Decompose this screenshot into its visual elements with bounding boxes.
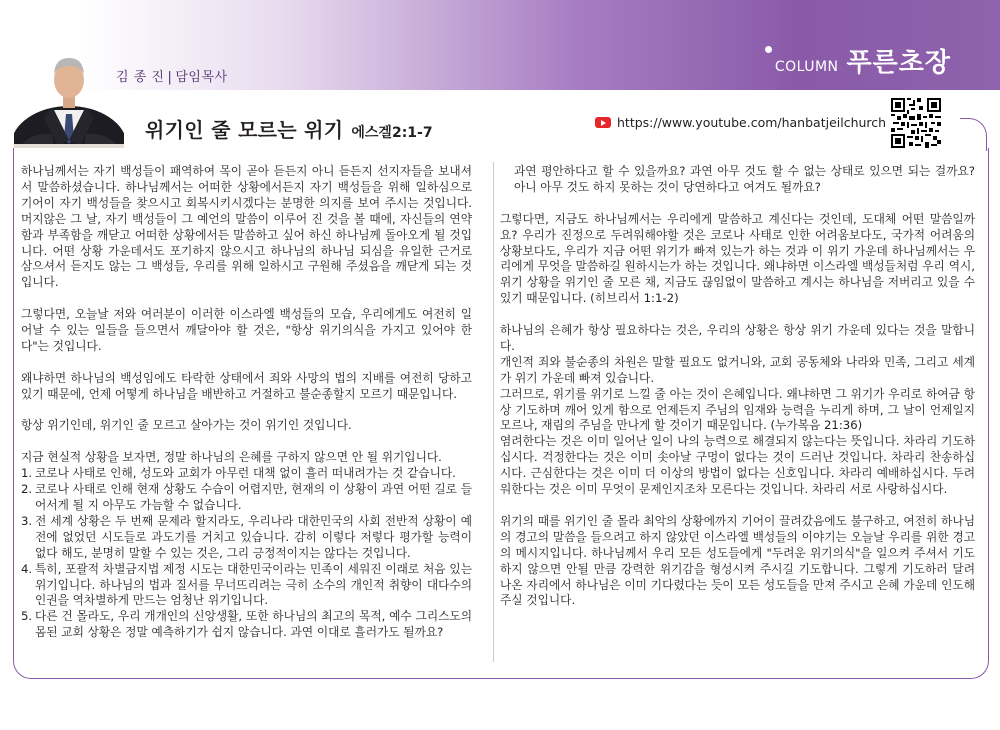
list-item [21,514,472,562]
list-text: 다른 건 몰라도, 우리 개개인의 신앙생활, 또한 하나님의 최고의 목적, 예수 그리스도의 몸된 교회 상황은 정말 예측하기가 쉽지 않습니다. 과연 이대로 흘러가도 될까요? [35,609,472,640]
sermon-title-row [145,114,433,143]
youtube-url[interactable]: https://www.youtube.com/hanbatjeilchurch [617,115,887,130]
paragraph: 개인적 죄와 불순종의 차원은 말할 필요도 없거니와, 교회 공동체와 나라와 민족, 그리고 세계가 위기 가운데 빠져 있습니다. [500,354,975,385]
list-number: 4. [21,561,33,576]
column-divider [493,162,494,662]
paragraph: 항상 위기인데, 위기인 줄 모르고 살아가는 것이 위기인 것입니다. [21,418,352,433]
list-item [21,482,472,514]
paragraph: 그러므로, 위기를 위기로 느낄 줄 아는 것이 은혜입니다. 왜냐하면 그 위기가 우리로 하여금 항상 기도하며 깨어 있게 함으로 언제든지 주님의 임재와 능력을 누리게 하며, 그 날이 언제일지 모르나, 재림의 주님을 만나게 할 것이기 때문입니다. (누가복음 21:36) [500,386,975,433]
paragraph: 염려한다는 것은 이미 일어난 일이 나의 능력으로 해결되지 않는다는 뜻입니다. 차라리 기도하십시다. 걱정한다는 것은 이미 솟아날 구멍이 없다는 것이 드러난 것입니다. 차라리 찬송하십시다. 근심한다는 것은 이미 더 이상의 방법이 없다는 신호입니다. 차라리 예배하십시다. 두려워한다는 것은 이미 무엇이 문제인지조차 모른다는 것입니다. 차라리 서로 사랑하십시다. [500,434,975,497]
list-number: 3. [21,513,33,528]
qr-code[interactable] [891,98,941,148]
frame-corner [960,118,987,151]
article-right-column [500,164,975,609]
paragraph: 위기의 때를 위기인 줄 몰라 최악의 상황에까지 기어이 끌려갔음에도 불구하고, 여전히 하나님의 경고의 말씀을 들으려고 하지 않았던 이스라엘 백성들의 이야기는 오늘날 우리를 위한 경고의 메시지입니다. 하나님께서 우리 모든 성도들에게 "두려운 위기의식"을 일으켜 주셔서 기도하지 않으면 안될 만큼 강력한 위기감을 형성시켜 주시길 기도합니다. 그렇게 기도하러 달려 나온 자리에서 하나님은 이미 기다렸다는 듯이 모든 성도들을 만져 주시고 은혜 가운데 인도해 주실 것입니다. [500,513,975,608]
list-number: 5. [21,609,33,624]
youtube-icon [595,117,611,128]
list-item [21,609,472,641]
paragraph: 그렇다면, 오늘날 저와 여러분이 이러한 이스라엘 백성들의 모습, 우리에게도 여전히 일어날 수 있는 일들을 들으면서 깨달아야 할 것은, "항상 위기의식을 가지고 있어야 한다"는 것입니다. [21,307,472,353]
dot-icon [765,46,772,53]
author-role: 담임목사 [175,70,228,85]
author-name: 김 종 진 [116,70,165,85]
paragraph: 그렇다면, 지금도 하나님께서는 우리에게 말씀하고 계신다는 것인데, 도대체 어떤 말씀일까요? 우리가 진정으로 두려워해야할 것은 코로나 사태로 인한 어려움보다도, 국가적 어려움의 상황보다도, 우리가 지금 어떤 위기가 빠져 있는가 하는 것과 이 위기 가운데 하나님께서는 우리에게 무엇을 말씀하길 원하시는가 하는 것입니다. 왜냐하면 이스라엘 백성들처럼 우리 역시, 위기 상황을 위기인 줄 모른 채, 지금도 끊임없이 말씀하고 계시는 하나님을 저버리고 있을 수 있기 때문입니다. (히브리서 1:1-2) [500,211,975,306]
pastor-photo [14,48,124,148]
author-byline: 김 종 진 | 담임목사 [116,70,228,85]
column-title: 푸른초장 [846,48,951,78]
youtube-link[interactable] [595,115,886,130]
list-item [21,466,472,482]
sermon-title: 위기인 줄 모르는 위기 [145,118,344,142]
list-number: 1. [21,466,33,481]
list-number: 2. [21,482,33,497]
paragraph: 과연 평안하다고 할 수 있을까요? 과연 아무 것도 할 수 없는 상태로 있으면 되는 걸까요? 아니 아무 것도 하지 못하는 것이 당연하다고 여겨도 될까요? [514,164,975,194]
scripture-reference: 에스겔2:1-7 [351,125,433,141]
list-text: 특히, 포괄적 차별금지법 제정 시도는 대한민국이라는 민족이 세워진 이래로 처음 있는 위기입니다. 하나님의 법과 질서를 무너뜨리려는 극히 소수의 개인적 취향이 대다수의 인권을 역차별하게 만드는 엄청난 위기입니다. [35,561,472,608]
list-text: 코로나 사태로 인해 현재 상황도 수습이 어렵지만, 현재의 이 상황이 과연 어떤 길로 들어서게 될 지 아무도 가늠할 수 없습니다. [35,482,472,512]
column-label [775,42,951,79]
paragraph: 하나님의 은혜가 항상 필요하다는 것은, 우리의 상황은 항상 위기 가운데 있다는 것을 말합니다. [500,323,975,353]
paragraph: 지금 현실적 상황을 보자면, 정말 하나님의 은혜를 구하지 않으면 안 될 위기입니다. [21,450,442,465]
list-text: 코로나 사태로 인해, 성도와 교회가 아무런 대책 없이 흘러 떠내려가는 것 같습니다. [35,466,456,481]
paragraph: 왜냐하면 하나님의 백성임에도 타락한 상태에서 죄와 사망의 법의 지배를 여전히 당하고 있기 때문에, 언제 어떻게 하나님을 배반하고 거절하고 불순종할지 모르기 때문입니다. [21,370,472,401]
list-text: 전 세계 상황은 두 번째 문제라 할지라도, 우리나라 대한민국의 사회 전반적 상황이 예전에 없었던 시도들로 과도기를 거치고 있습니다. 감히 이렇다 저렇다 평가할 능력이 없다 해도, 분명히 말할 수 있는 것은, 그리 긍정적이지는 않다는 것입니다. [35,513,472,560]
article-left-column [21,164,472,641]
column-small-label: COLUMN [774,59,839,75]
list-item [21,562,472,610]
paragraph: 하나님께서는 자기 백성들이 패역하여 목이 곧아 듣든지 아니 듣든지 선지자들을 보내셔서 말씀하셨습니다. 하나님께서는 어떠한 상황에서든지 자기 백성들을 위해 일하심으로 기어이 자기 백성들을 찾으시고 회복시키시겠다는 분명한 의지를 보여 주시는 것입니다. 머지않은 그 날, 자기 백성들이 그 예언의 말씀이 이루어 진 것을 볼 때에, 자신들의 연약함과 부족함을 깨닫고 어떠한 상황에서든 말씀하고 싶어 하신 하나님께 돌아오게 될 것입니다. 어떤 상황 가운데서도 포기하지 않으시고 하나님의 하나님 되심을 유일한 근거로 삼으셔서 듣지도 않는 그 백성들, 우리를 위해 일하시고 구원해 주셨음을 깨닫게 되는 것입니다. [21,164,472,290]
